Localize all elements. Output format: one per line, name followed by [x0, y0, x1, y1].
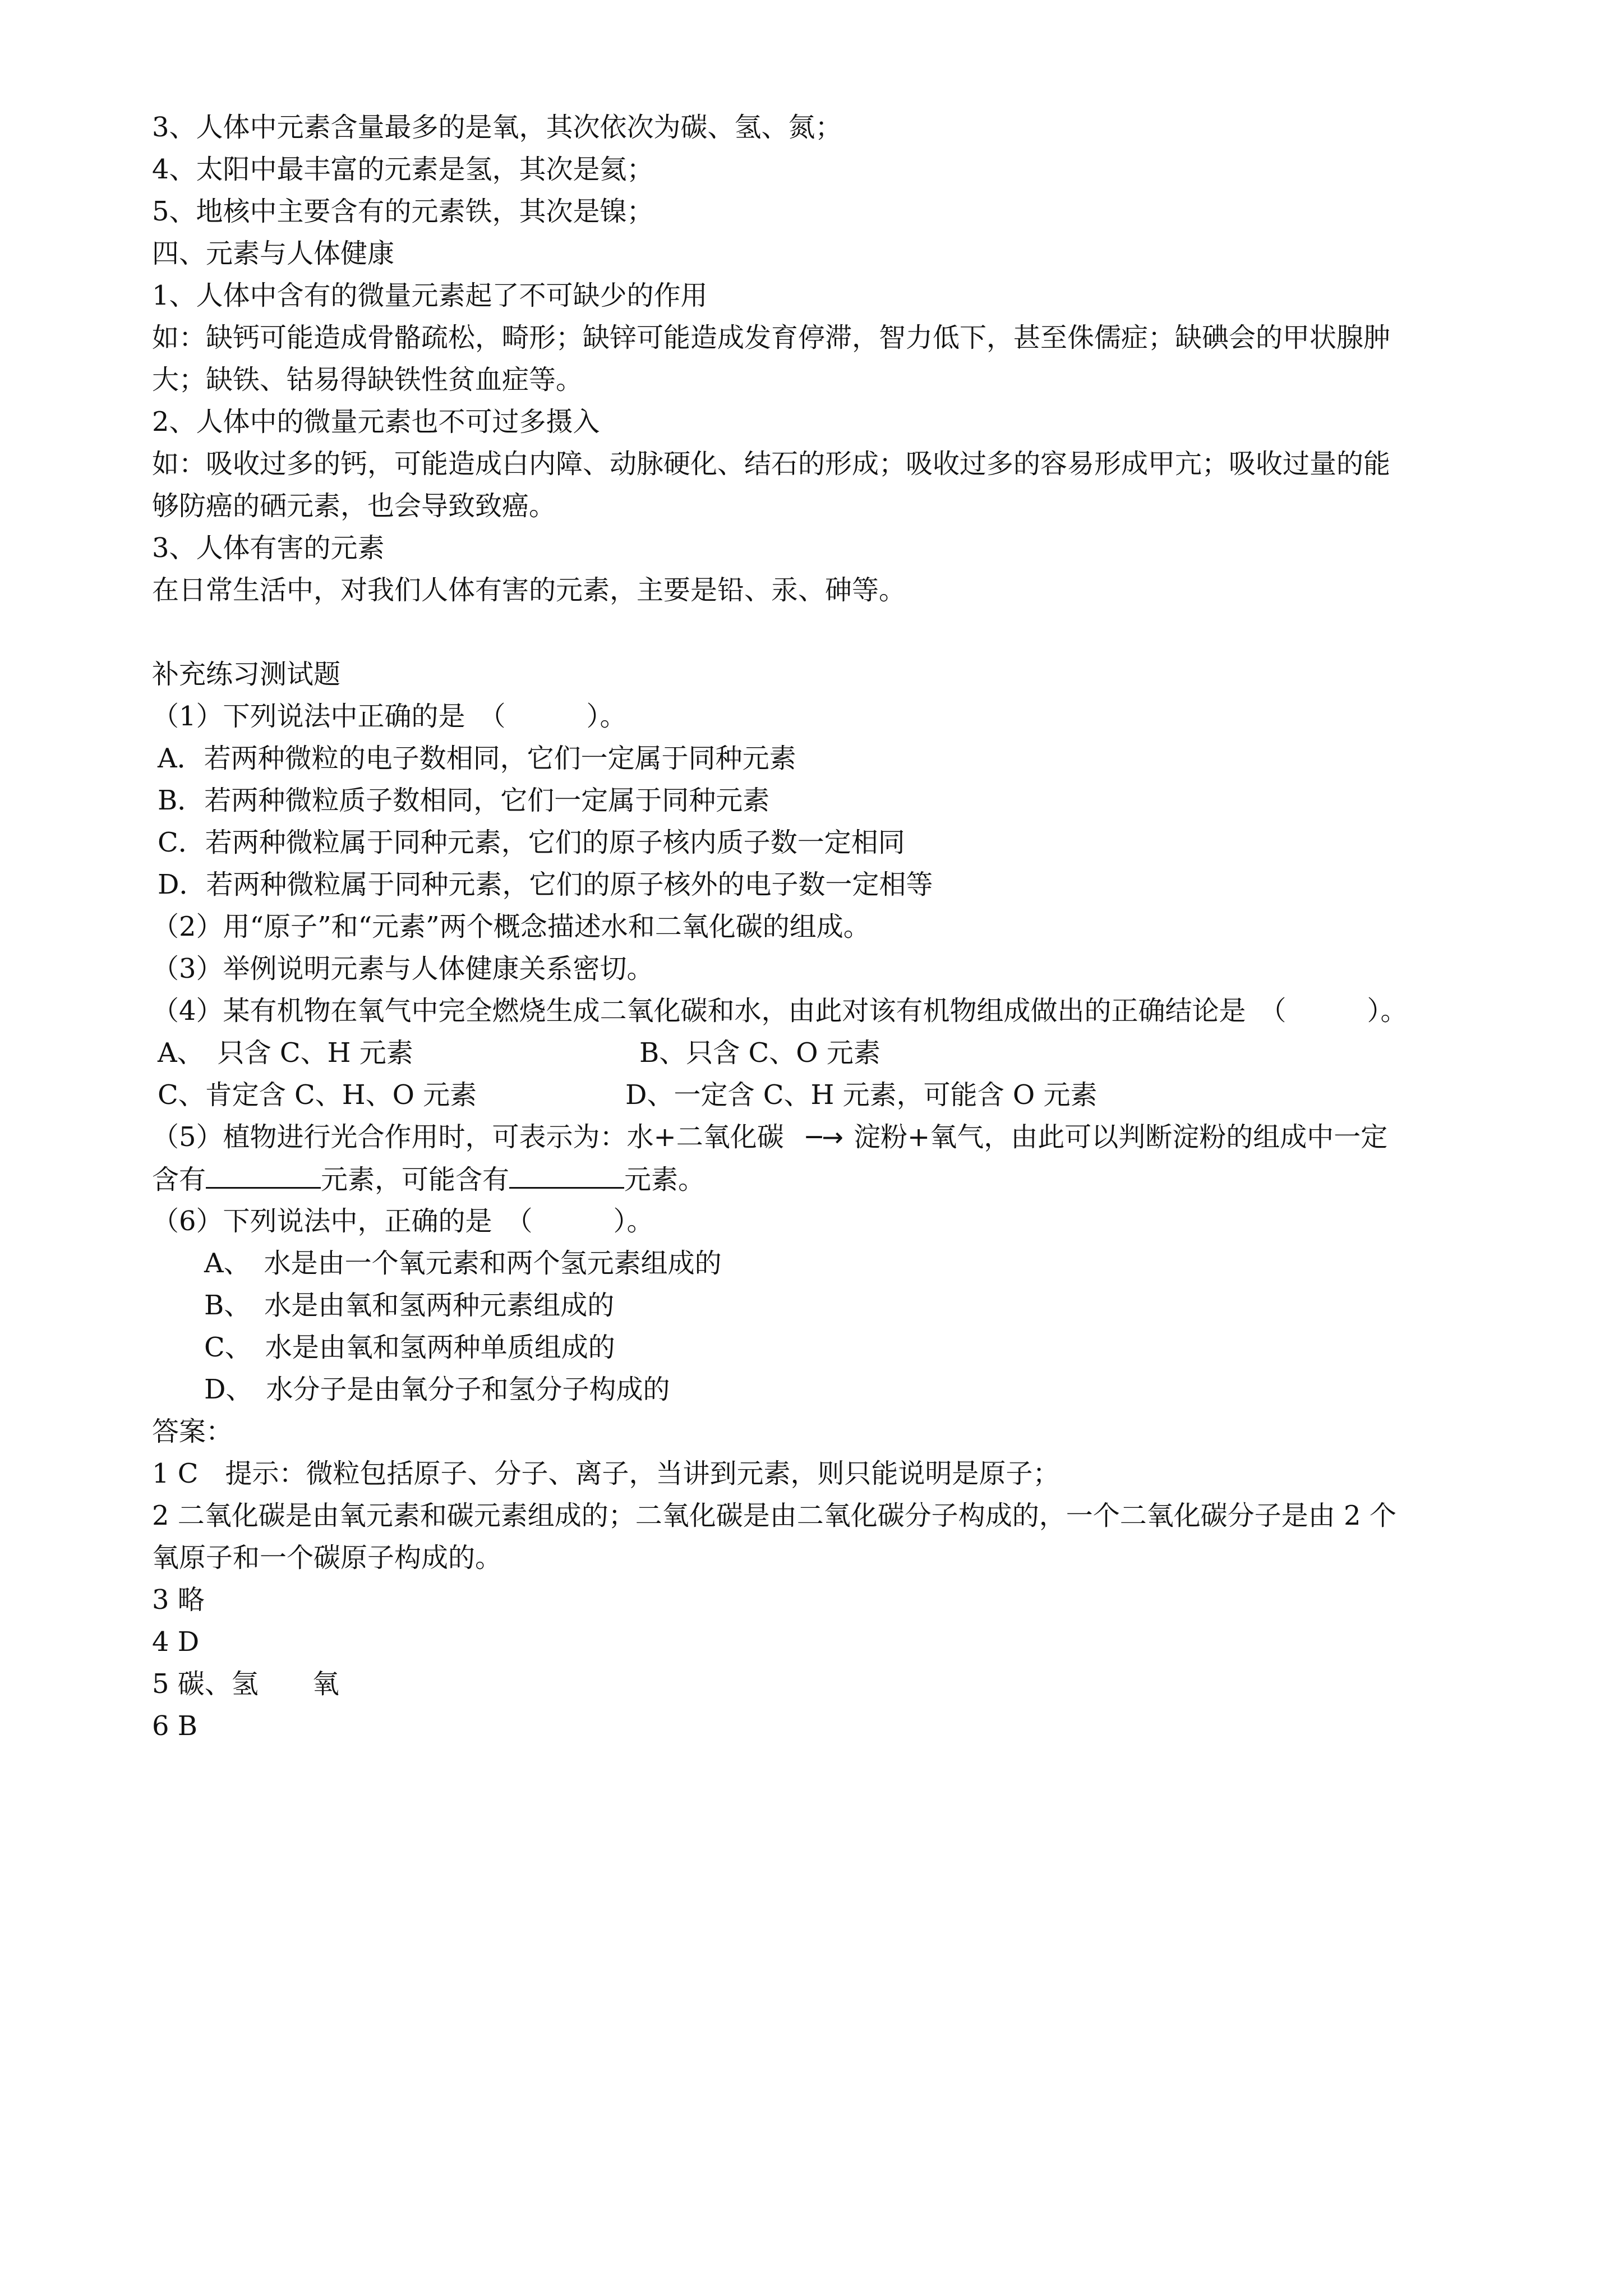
- question-5-text-cont: 淀粉+氧气，由此可以判断淀粉的组成中一定: [854, 1121, 1388, 1153]
- question-3: （3）举例说明元素与人体健康关系密切。: [152, 953, 654, 984]
- question-5-text: 元素，可能含有: [321, 1164, 510, 1195]
- subheading: 1、人体中含有的微量元素起了不可缺少的作用: [152, 280, 708, 311]
- subheading: 3、人体有害的元素: [152, 532, 385, 564]
- answer-blank: [206, 1162, 321, 1189]
- text-line: 4、太阳中最丰富的元素是氢，其次是氦；: [152, 154, 654, 185]
- subheading: 2、人体中的微量元素也不可过多摄入: [152, 406, 600, 438]
- question-5-text: 含有: [152, 1164, 206, 1195]
- option-1b: B．若两种微粒质子数相同，它们一定属于同种元素: [158, 785, 770, 816]
- text-line: 在日常生活中，对我们人体有害的元素，主要是铅、汞、砷等。: [152, 574, 906, 606]
- question-4: （4）某有机物在氧气中完全燃烧生成二氧化碳和水，由此对该有机物组成做出的正确结论是 （ ）。: [152, 995, 1408, 1027]
- text-line: 如：吸收过多的钙，可能造成白内障、动脉硬化、结石的形成；吸收过多的容易形成甲亢；吸收过量的能: [152, 448, 1391, 480]
- option-1a: A．若两种微粒的电子数相同，它们一定属于同种元素: [158, 743, 796, 774]
- option-6d: D、 水分子是由氧分子和氢分子构成的: [204, 1374, 670, 1405]
- answer-2-cont: 氧原子和一个碳原子构成的。: [152, 1542, 502, 1573]
- answer-5: 5 碳、氢 氧: [152, 1668, 339, 1700]
- option-1d: D．若两种微粒属于同种元素，它们的原子核外的电子数一定相等: [158, 869, 933, 900]
- answer-1: 1 C 提示：微粒包括原子、分子、离子，当讲到元素，则只能说明是原子；: [152, 1458, 1060, 1489]
- question-2: （2）用“原子”和“元素”两个概念描述水和二氧化碳的组成。: [152, 911, 870, 942]
- option-6a: A、 水是由一个氧元素和两个氢元素组成的: [204, 1248, 722, 1279]
- reaction-arrow: ─→: [806, 1122, 844, 1152]
- section-heading: 四、元素与人体健康: [152, 238, 395, 269]
- option-4c: C、肯定含 C、H、O 元素: [158, 1079, 477, 1111]
- question-6: （6）下列说法中，正确的是 （ ）。: [152, 1205, 654, 1237]
- question-5-line2: [152, 1162, 705, 1197]
- text-line: 大；缺铁、钴易得缺铁性贫血症等。: [152, 364, 583, 395]
- option-4a: A、 只含 C、H 元素: [158, 1037, 413, 1069]
- text-line: 5、地核中主要含有的元素铁，其次是镍；: [152, 196, 654, 227]
- option-4b: B、只含 C、O 元素: [639, 1037, 880, 1069]
- question-1: （1）下列说法中正确的是 （ ）。: [152, 701, 627, 732]
- text-line: 3、人体中元素含量最多的是氧，其次依次为碳、氢、氮；: [152, 112, 842, 143]
- answers-title: 答案：: [152, 1416, 233, 1447]
- answer-4: 4 D: [152, 1626, 200, 1658]
- question-5: [152, 1120, 1387, 1154]
- answer-3: 3 略: [152, 1584, 205, 1616]
- option-1c: C．若两种微粒属于同种元素，它们的原子核内质子数一定相同: [158, 827, 905, 858]
- question-5-text: （5）植物进行光合作用时，可表示为：水+二氧化碳: [152, 1121, 784, 1153]
- answer-2: 2 二氧化碳是由氧元素和碳元素组成的；二氧化碳是由二氧化碳分子构成的，一个二氧化碳分子是由 2 个: [152, 1500, 1396, 1531]
- answer-blank: [509, 1162, 624, 1189]
- text-line: 够防癌的硒元素，也会导致致癌。: [152, 490, 556, 522]
- question-5-text: 元素。: [624, 1164, 706, 1195]
- exercise-title: 补充练习测试题: [152, 659, 341, 690]
- option-6c: C、 水是由氧和氢两种单质组成的: [204, 1332, 615, 1363]
- text-line: 如：缺钙可能造成骨骼疏松，畸形；缺锌可能造成发育停滞，智力低下，甚至侏儒症；缺碘会的甲状腺肿: [152, 322, 1391, 353]
- option-4d: D、一定含 C、H 元素，可能含 O 元素: [625, 1079, 1098, 1111]
- option-6b: B、 水是由氧和氢两种元素组成的: [204, 1290, 615, 1321]
- answer-6: 6 B: [152, 1710, 198, 1742]
